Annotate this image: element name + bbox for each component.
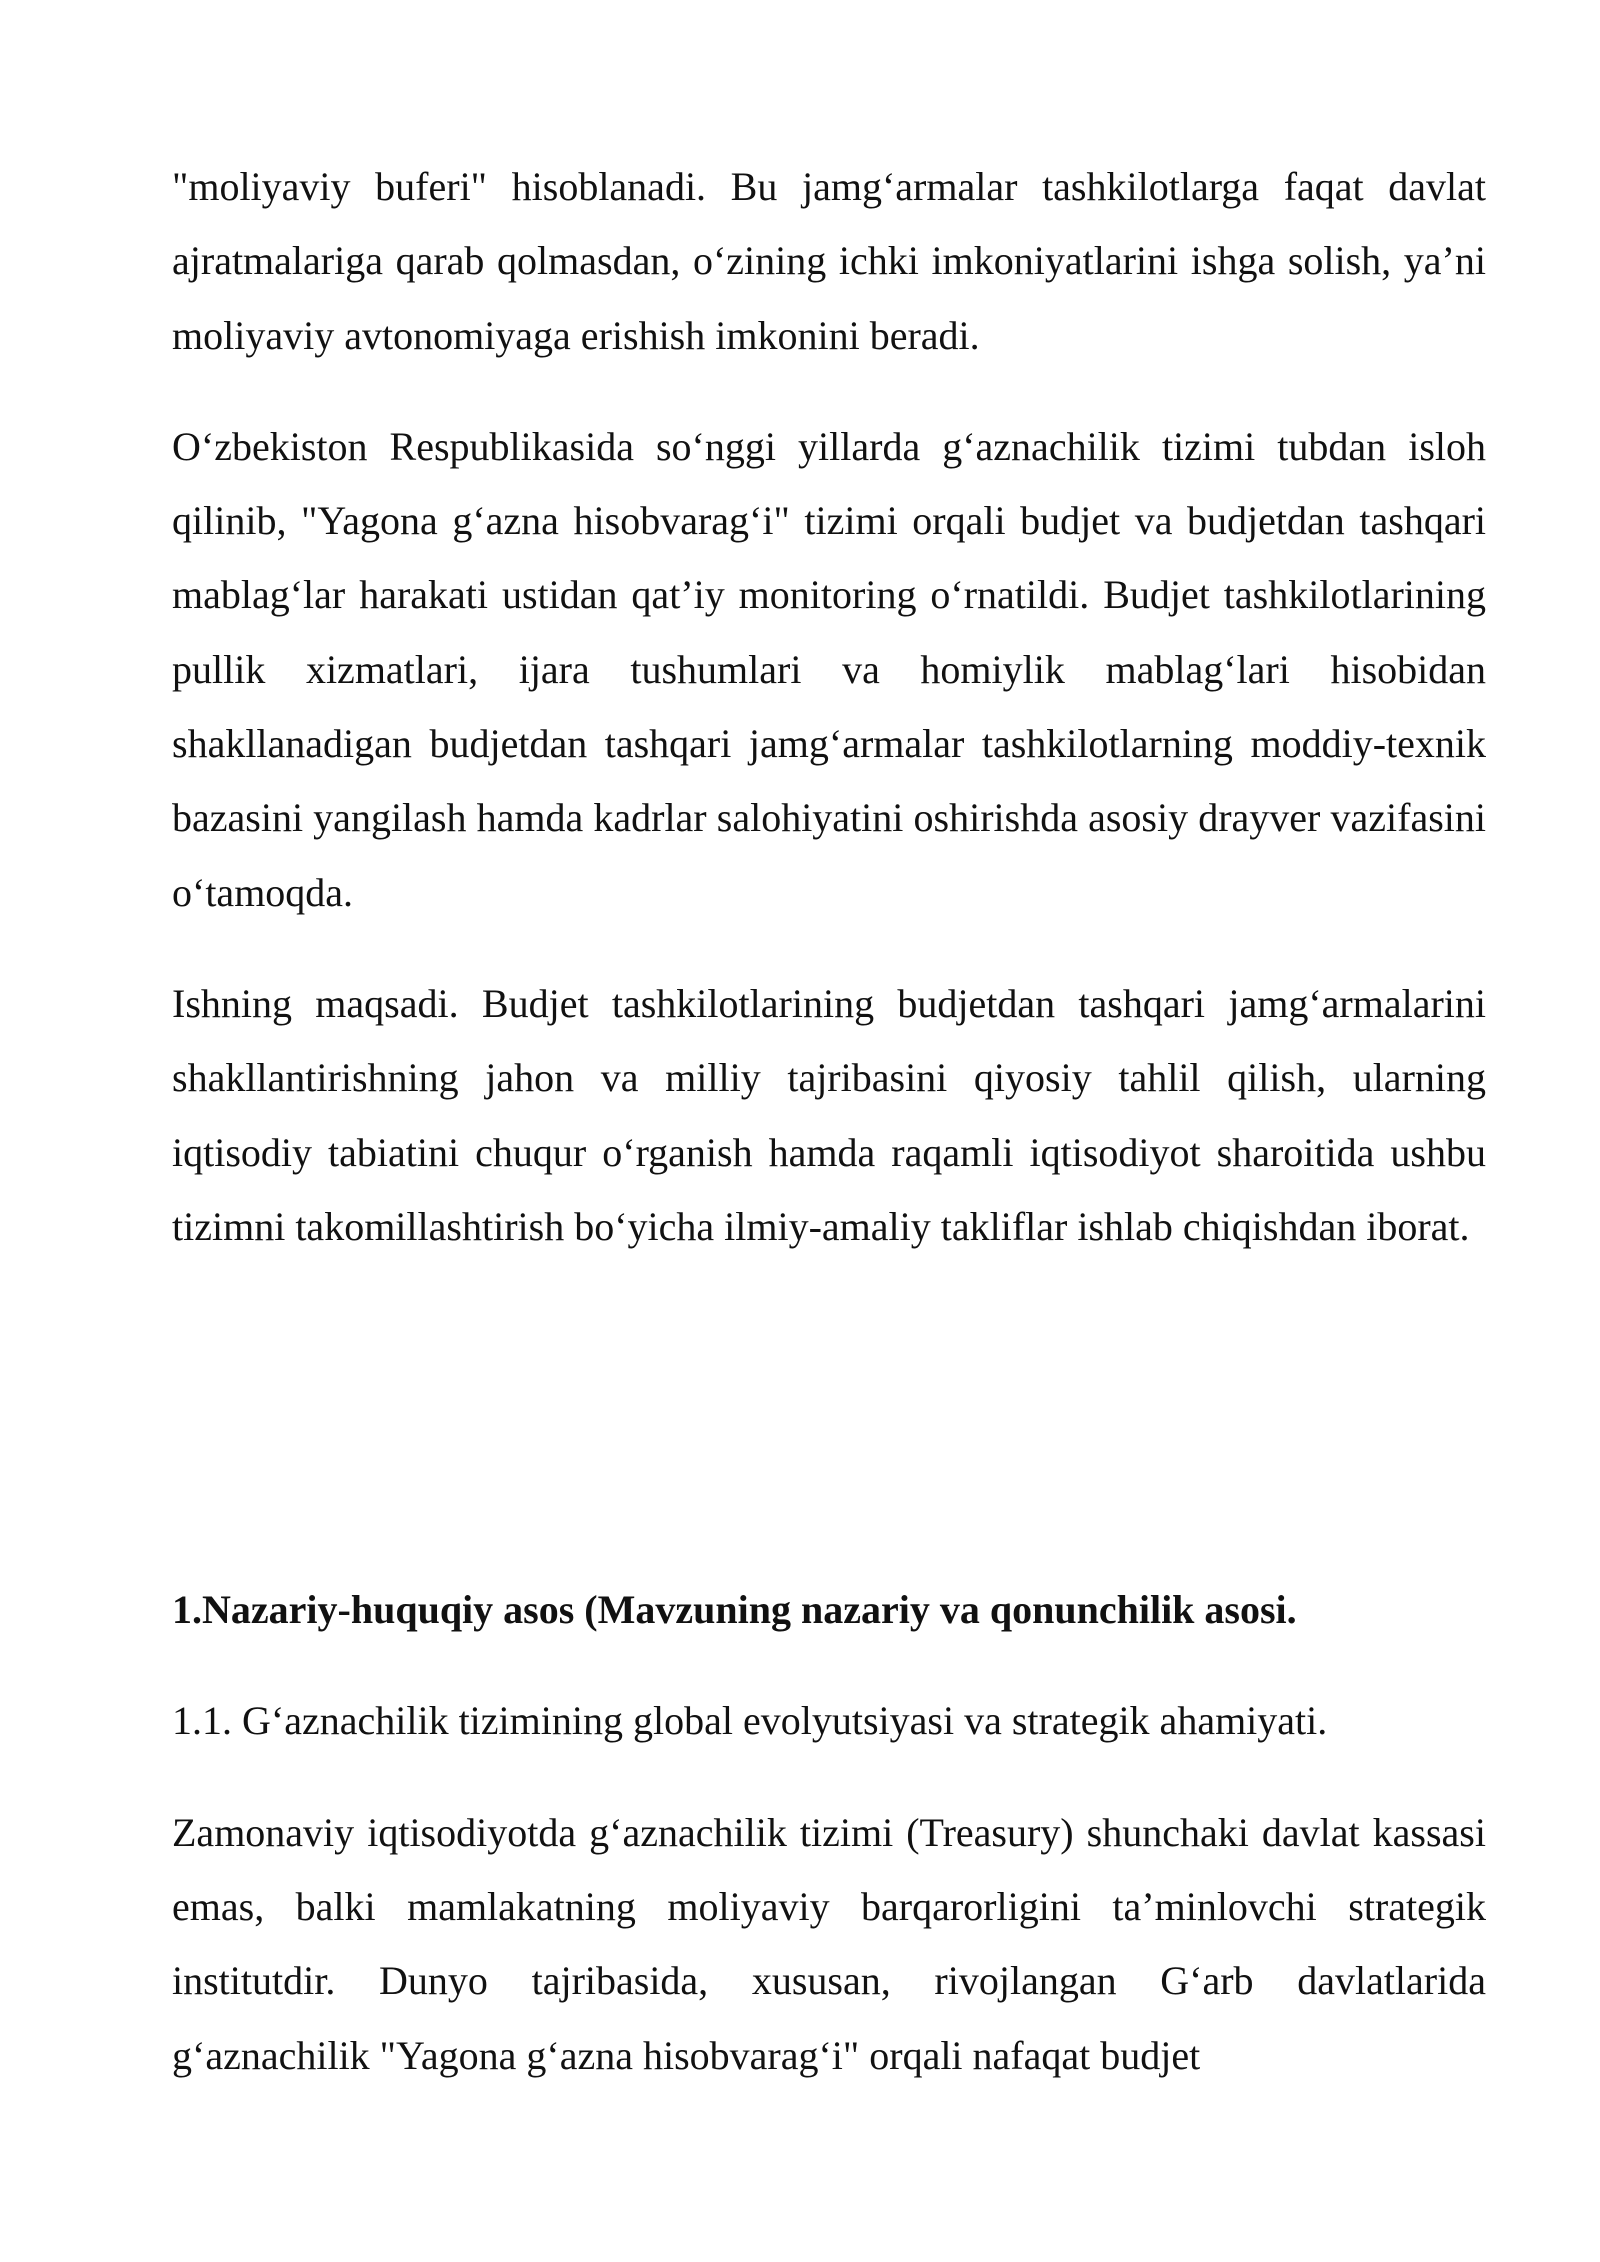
heading-gap (172, 1647, 1486, 1684)
paragraph-gaznachilik-islohoti: O‘zbekiston Respublikasida so‘nggi yillarda g‘aznachilik tizimi tubdan isloh qilinib, "Yagona g‘azna hisobvarag‘i" tizimi orqali budjet va budjetdan tashqari mablag‘lar harakati ustidan qat’iy monitoring o‘rnatildi. Budjet tashkilotlarining pullik xizmatlari, ijara tushumlari va homiylik mablag‘lari hisobidan shakllanadigan budjetdan tashqari jamg‘armalar tashkilotlarning moddiy-texnik bazasini yangilash hamda kadrlar salohiyatini oshirishda asosiy drayver vazifasini o‘tamoqda. (172, 423, 1486, 915)
section-heading: 1.Nazariy-huquqiy asos (Mavzuning nazariy va qonunchilik asosi. (172, 1587, 1297, 1633)
paragraph-ishning-maqsadi: Ishning maqsadi. Budjet tashkilotlarining budjetdan tashqari jamg‘armalarini shakllantirishning jahon va milliy tajribasini qiyosiy tahlil qilish, ularning iqtisodiy tabiatini chuqur o‘rganish hamda raqamli iqtisodiyot sharoitida ushbu tizimni takomillashtirish bo‘yicha ilmiy-amaliy takliflar ishlab chiqishdan iborat. (172, 980, 1486, 1249)
blank-space (172, 1301, 1486, 1573)
paragraph-moliyaviy-bufer: "moliyaviy buferi" hisoblanadi. Bu jamg‘armalar tashkilotlarga faqat davlat ajratmalariga qarab qolmasdan, o‘zining ichki imkoniyatlarini ishga solish, ya’ni moliyaviy avtonomiyaga erishish imkonini beradi. (172, 164, 1486, 358)
subsection-heading: 1.1. G‘aznachilik tizimining global evolyutsiyasi va strategik ahamiyati. (172, 1698, 1328, 1744)
paragraph-zamonaviy-iqtisodiyot: Zamonaviy iqtisodiyotda g‘aznachilik tizimi (Treasury) shunchaki davlat kassasi emas, balki mamlakatning moliyaviy barqarorligini ta’minlovchi strategik institutdir. Dunyo tajribasida, xususan, rivojlangan G‘arb davlatlarida g‘aznachilik "Yagona g‘azna hisobvarag‘i" orqali nafaqat budjet (172, 1809, 1486, 2078)
document-page (172, 150, 1486, 2130)
